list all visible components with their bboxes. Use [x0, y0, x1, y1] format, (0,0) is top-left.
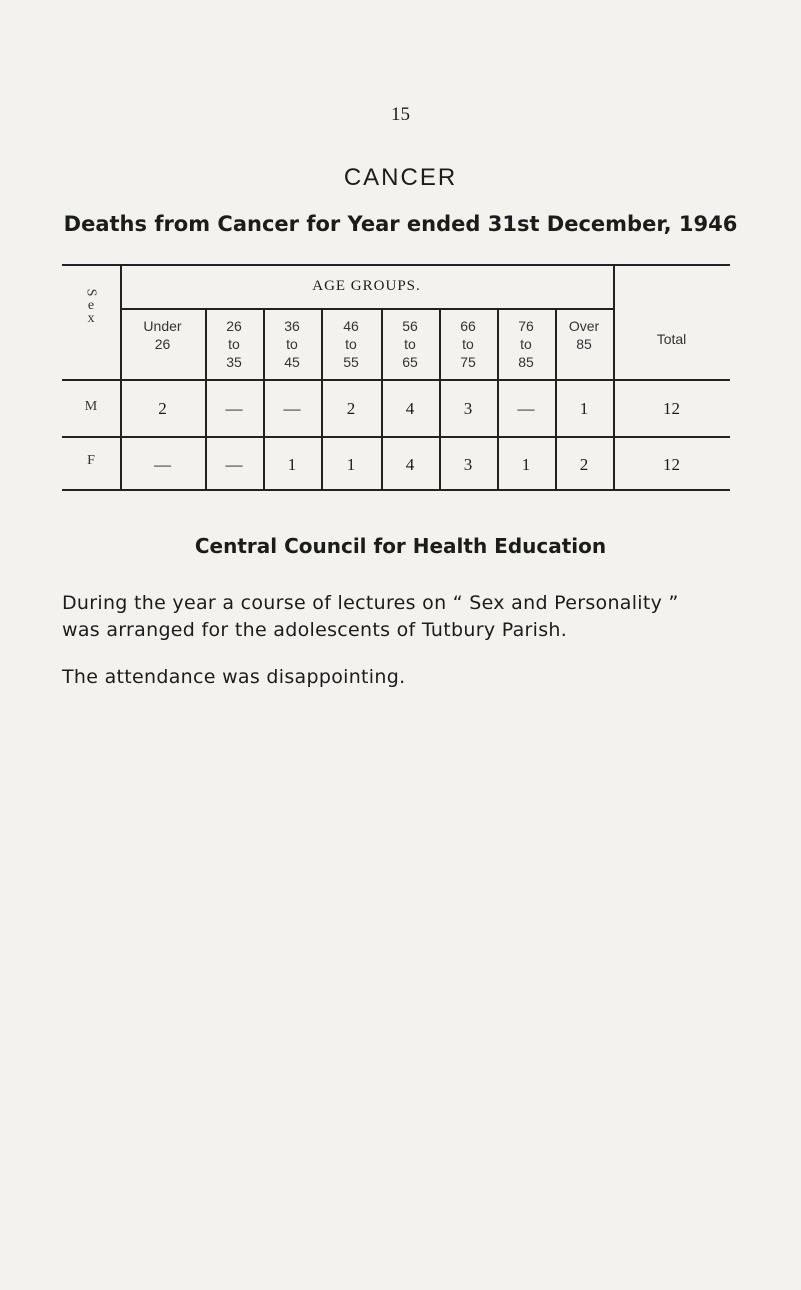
col-header-line: to [228, 336, 240, 352]
cancer-deaths-table [62, 264, 730, 490]
table-cell: 4 [405, 455, 415, 474]
paragraph-line: was arranged for the adolescents of Tutbury Parish. [62, 619, 568, 641]
col-header-line: 35 [226, 354, 242, 370]
attendance-line: The attendance was disappointing. [62, 666, 406, 688]
table-cell: — [517, 399, 535, 418]
table-cell: 3 [463, 399, 473, 418]
table-cell: 4 [405, 399, 415, 418]
table-cell: — [283, 399, 301, 418]
table-cell: — [154, 455, 171, 474]
col-header-over-85 [555, 319, 613, 355]
col-header-46-55 [321, 319, 381, 373]
table-bottom-rule [62, 489, 730, 491]
table-top-rule [62, 264, 730, 266]
table-cell: — [225, 399, 243, 418]
table-title: Deaths from Cancer for Year ended 31st December, 1946 [63, 212, 738, 236]
col-header-line: 66 [460, 318, 476, 334]
sex-letter: e [87, 298, 95, 313]
col-header-line: 75 [460, 354, 476, 370]
col-header-line: 36 [284, 318, 300, 334]
table-cell: 3 [463, 455, 473, 474]
paragraph-line: During the year a course of lectures on “ Sex and Personality ” [62, 592, 679, 614]
col-header-under-26 [120, 319, 205, 355]
col-header-36-45 [263, 319, 321, 373]
table-cell: — [225, 455, 243, 474]
age-groups-header: AGE GROUPS. [312, 278, 421, 294]
section-title: CANCER [343, 164, 458, 191]
col-header-line: to [286, 336, 298, 352]
col-header-line: to [404, 336, 416, 352]
col-header-76-85 [497, 319, 555, 373]
col-header-line: Over [568, 318, 600, 334]
health-education-heading: Central Council for Health Education [194, 534, 607, 558]
table-cell: 1 [346, 455, 356, 474]
sex-header [62, 286, 120, 325]
col-header-line: 65 [402, 354, 418, 370]
col-header-line: 85 [576, 336, 592, 352]
col-header-line: 45 [284, 354, 300, 370]
col-header-line: Under [143, 318, 182, 334]
col-header-66-75 [439, 319, 497, 373]
col-header-line: 76 [518, 318, 534, 334]
col-header-line: 26 [154, 336, 171, 352]
row-label-f: F [87, 453, 95, 468]
header-bottom-rule [62, 379, 730, 381]
sex-letter: x [87, 311, 95, 326]
col-header-line: 55 [343, 354, 359, 370]
col-header-line: to [520, 336, 532, 352]
col-header-26-35 [205, 319, 263, 373]
table-cell: 1 [287, 455, 297, 474]
table-cell: 2 [158, 399, 167, 418]
sex-letter: S [83, 288, 99, 297]
row-total-f: 12 [663, 455, 680, 474]
table-cell: 2 [346, 399, 356, 418]
row-label-m: M [84, 399, 98, 414]
age-groups-rule [120, 308, 613, 310]
table-cell: 2 [579, 455, 589, 474]
col-header-total: Total [656, 331, 687, 347]
page-number: 15 [391, 104, 410, 125]
table-cell: 1 [521, 455, 531, 474]
col-header-line: 26 [226, 318, 242, 334]
col-header-line: 85 [518, 354, 534, 370]
row-m-bottom-rule [62, 436, 730, 438]
col-header-line: 56 [402, 318, 418, 334]
col-header-line: to [462, 336, 474, 352]
row-total-m: 12 [663, 399, 680, 418]
col-header-line: 46 [343, 318, 359, 334]
col-header-line: to [345, 336, 357, 352]
col-header-56-65 [381, 319, 439, 373]
table-cell: 1 [579, 399, 589, 418]
